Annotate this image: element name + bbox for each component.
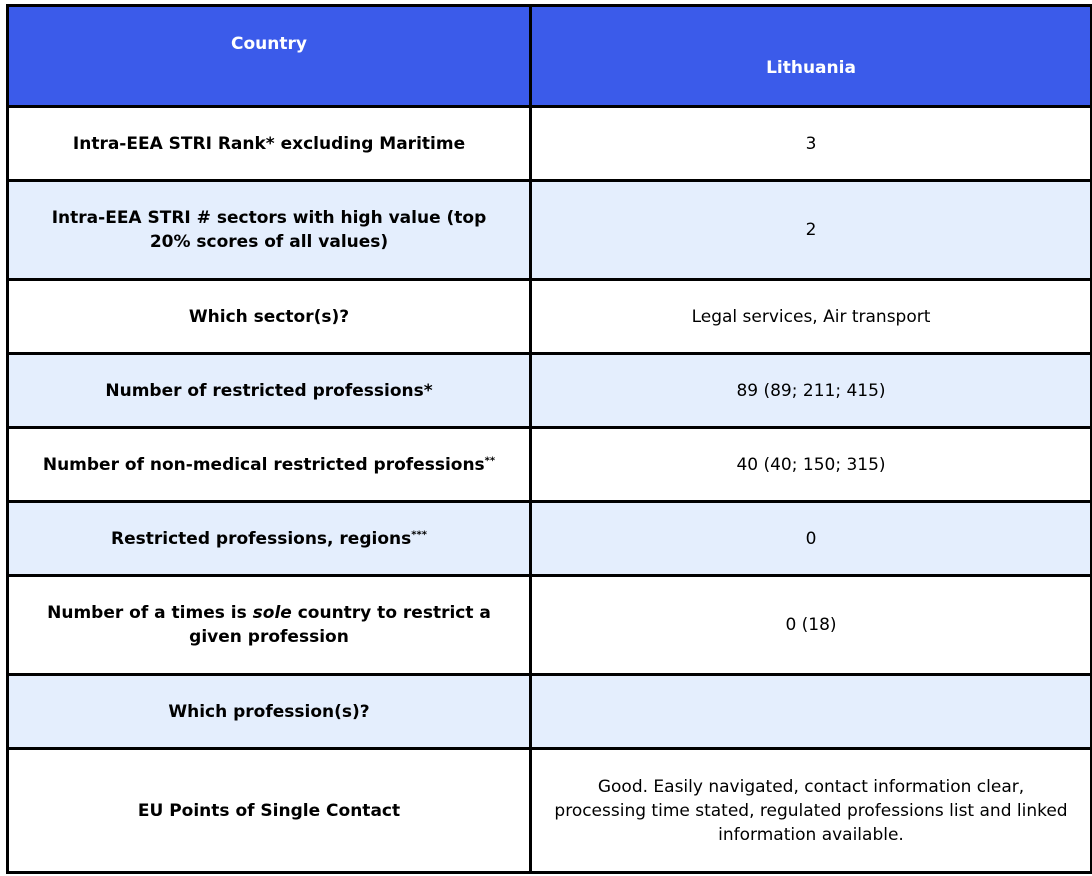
row-value: Legal services, Air transport (531, 280, 1092, 354)
row-label-cell (8, 576, 531, 675)
row-value (531, 675, 1092, 749)
row-label: Number of non-medical restricted professions (42, 454, 485, 475)
footnote-marker: ** (484, 454, 496, 466)
table-row (8, 428, 1092, 502)
table-row (8, 354, 1092, 428)
table-row (8, 502, 1092, 576)
row-label-post: country to restrict a given profession (189, 603, 491, 647)
table-row (8, 280, 1092, 354)
table-row (8, 576, 1092, 675)
header-country: Country (8, 6, 531, 107)
row-label-pre: Number of a times is (47, 603, 253, 623)
data-table (6, 4, 1092, 874)
table-row (8, 749, 1092, 873)
row-label: Which profession(s)? (8, 675, 531, 749)
table-header-row (8, 6, 1092, 107)
row-label-cell (8, 502, 531, 576)
row-label: Which sector(s)? (8, 280, 531, 354)
row-label-emphasis: sole (252, 603, 292, 623)
header-lithuania: Lithuania (531, 6, 1092, 107)
row-value: 40 (40; 150; 315) (531, 428, 1092, 502)
row-value: Good. Easily navigated, contact information clear, processing time stated, regulated professions list and linked information available. (531, 749, 1092, 873)
table-row (8, 675, 1092, 749)
table-row (8, 107, 1092, 181)
row-label: Intra-EEA STRI Rank* excluding Maritime (8, 107, 531, 181)
row-label: EU Points of Single Contact (8, 749, 531, 873)
row-value: 89 (89; 211; 415) (531, 354, 1092, 428)
row-label-cell (8, 428, 531, 502)
row-value: 3 (531, 107, 1092, 181)
row-label: Restricted professions, regions (111, 528, 412, 549)
table-row (8, 181, 1092, 280)
row-label: Intra-EEA STRI # sectors with high value (top 20% scores of all values) (8, 181, 531, 280)
row-label: Number of restricted professions* (8, 354, 531, 428)
footnote-marker: *** (411, 528, 427, 540)
row-value: 2 (531, 181, 1092, 280)
row-value: 0 (18) (531, 576, 1092, 675)
row-value: 0 (531, 502, 1092, 576)
